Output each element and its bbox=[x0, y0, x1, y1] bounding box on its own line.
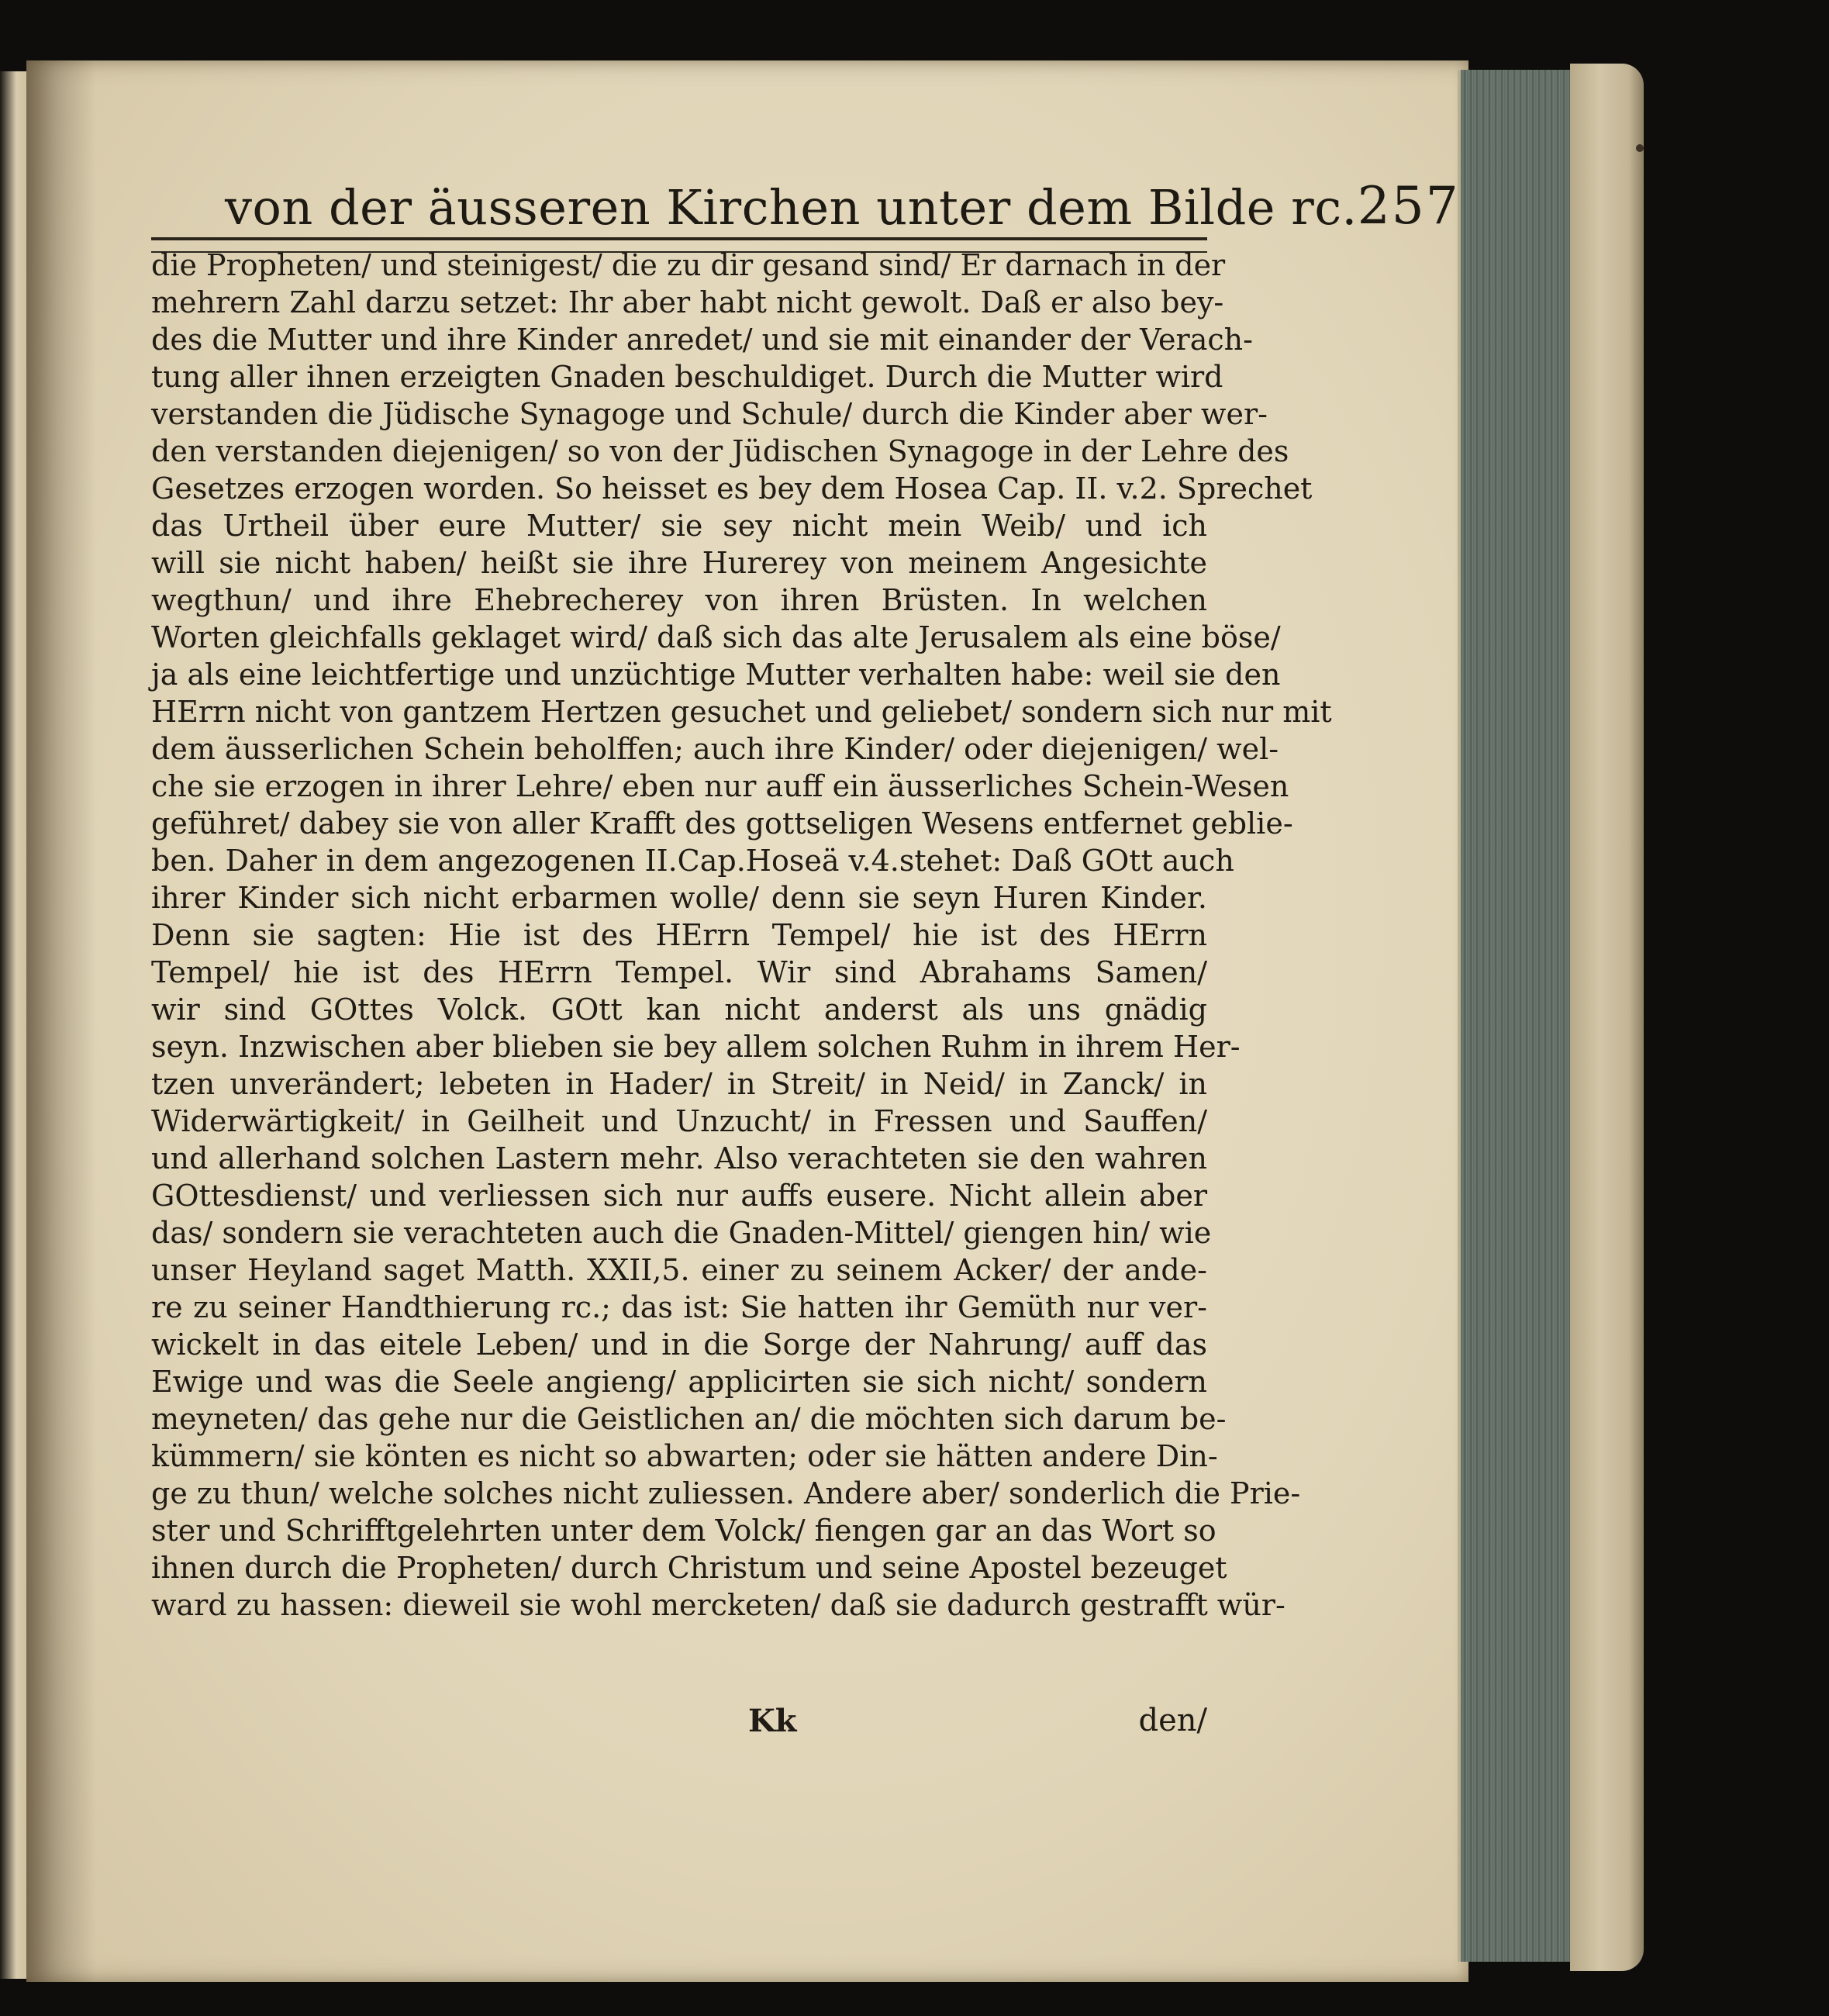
text-line: kümmern/ sie könten es nicht so abwarten; oder sie hätten andere Din- bbox=[151, 1439, 1218, 1473]
text-line: Tempel/ hie ist des HErrn Tempel. Wir sind Abrahams Samen/ bbox=[151, 955, 1207, 989]
page-header bbox=[225, 164, 1460, 236]
text-line: Widerwärtigkeit/ in Geilheit und Unzucht/ in Fressen und Sauffen/ bbox=[151, 1104, 1207, 1138]
text-line: tung aller ihnen erzeigten Gnaden beschuldiget. Durch die Mutter wird bbox=[151, 360, 1223, 394]
page-fore-edge bbox=[1458, 70, 1577, 1962]
text-line: HErrn nicht von gantzem Hertzen gesuchet und geliebet/ sondern sich nur mit bbox=[151, 695, 1332, 729]
text-line: ihrer Kinder sich nicht erbarmen wolle/ denn sie seyn Huren Kinder. bbox=[151, 881, 1207, 915]
signature-mark: Kk bbox=[748, 1703, 797, 1739]
text-line: re zu seiner Handthierung rc.; das ist: Sie hatten ihr Gemüth nur ver- bbox=[151, 1290, 1207, 1324]
text-line: ster und Schrifftgelehrten unter dem Volck/ fiengen gar an das Wort so bbox=[151, 1514, 1216, 1548]
text-line: und allerhand solchen Lastern mehr. Also verachteten sie den wahren bbox=[151, 1141, 1207, 1175]
text-line: GOttesdienst/ und verliessen sich nur auffs eusere. Nicht allein aber bbox=[151, 1179, 1207, 1213]
text-line: wir sind GOttes Volck. GOtt kan nicht anderst als uns gnädig bbox=[151, 992, 1207, 1027]
text-line: ihnen durch die Propheten/ durch Christum und seine Apostel bezeuget bbox=[151, 1551, 1227, 1585]
left-page-edge bbox=[0, 71, 29, 1979]
body-text bbox=[151, 247, 1332, 1624]
text-line: das/ sondern sie verachteten auch die Gnaden-Mittel/ giengen hin/ wie bbox=[151, 1216, 1212, 1250]
text-line: ge zu thun/ welche solches nicht zuliessen. Andere aber/ sonderlich die Prie- bbox=[151, 1476, 1301, 1510]
text-line: dem äusserlichen Schein beholffen; auch ihre Kinder/ oder diejenigen/ wel- bbox=[151, 732, 1279, 766]
text-line: den verstanden diejenigen/ so von der Jüdischen Synagoge in der Lehre des bbox=[151, 434, 1289, 468]
page-number: 257 bbox=[1357, 176, 1460, 236]
text-line: ben. Daher in dem angezogenen II.Cap.Hoseä v.4.stehet: Daß GOtt auch bbox=[151, 844, 1234, 878]
text-line: Gesetzes erzogen worden. So heisset es bey dem Hosea Cap. II. v.2. Sprechet bbox=[151, 471, 1313, 506]
cover-spot bbox=[1636, 144, 1644, 152]
text-line: tzen unverändert; lebeten in Hader/ in Streit/ in Neid/ in Zanck/ in bbox=[151, 1067, 1207, 1101]
text-line: wickelt in das eitele Leben/ und in die Sorge der Nahrung/ auff das bbox=[151, 1327, 1207, 1362]
book-cover-edge bbox=[1570, 64, 1644, 1971]
text-line: seyn. Inzwischen aber blieben sie bey allem solchen Ruhm in ihrem Her- bbox=[151, 1030, 1241, 1064]
text-line: ja als eine leichtfertige und unzüchtige Mutter verhalten habe: weil sie den bbox=[151, 658, 1281, 692]
gutter-shadow bbox=[26, 60, 96, 1982]
running-title: von der äusseren Kirchen unter dem Bilde rc. bbox=[225, 179, 1358, 236]
text-line: Worten gleichfalls geklaget wird/ daß sich das alte Jerusalem als eine böse/ bbox=[151, 620, 1281, 654]
text-line: mehrern Zahl darzu setzet: Ihr aber habt nicht gewolt. Daß er also bey- bbox=[151, 285, 1224, 319]
text-line: unser Heyland saget Matth. XXII,5. einer zu seinem Acker/ der ande- bbox=[151, 1253, 1207, 1287]
catchword: den/ bbox=[1138, 1703, 1207, 1738]
text-line: die Propheten/ und steinigest/ die zu dir gesand sind/ Er darnach in der bbox=[151, 248, 1226, 282]
text-line: will sie nicht haben/ heißt sie ihre Hurerey von meinem Angesichte bbox=[151, 546, 1207, 580]
text-line: verstanden die Jüdische Synagoge und Schule/ durch die Kinder aber wer- bbox=[151, 397, 1268, 431]
text-line: ward zu hassen: dieweil sie wohl mercketen/ daß sie dadurch gestrafft wür- bbox=[151, 1588, 1285, 1622]
text-line: meyneten/ das gehe nur die Geistlichen an/ die möchten sich darum be- bbox=[151, 1402, 1227, 1436]
text-line: che sie erzogen in ihrer Lehre/ eben nur auff ein äusserliches Schein-Wesen bbox=[151, 769, 1289, 803]
text-line: geführet/ dabey sie von aller Krafft des gottseligen Wesens entfernet geblie- bbox=[151, 806, 1293, 841]
text-line: Denn sie sagten: Hie ist des HErrn Tempel/ hie ist des HErrn bbox=[151, 918, 1207, 952]
page-footer bbox=[151, 1703, 1207, 1742]
text-line: des die Mutter und ihre Kinder anredet/ und sie mit einander der Verach- bbox=[151, 323, 1253, 357]
text-line: Ewige und was die Seele angieng/ applicirten sie sich nicht/ sondern bbox=[151, 1365, 1207, 1399]
text-line: wegthun/ und ihre Ehebrecherey von ihren Brüsten. In welchen bbox=[151, 583, 1207, 617]
text-line: das Urtheil über eure Mutter/ sie sey nicht mein Weib/ und ich bbox=[151, 509, 1207, 543]
